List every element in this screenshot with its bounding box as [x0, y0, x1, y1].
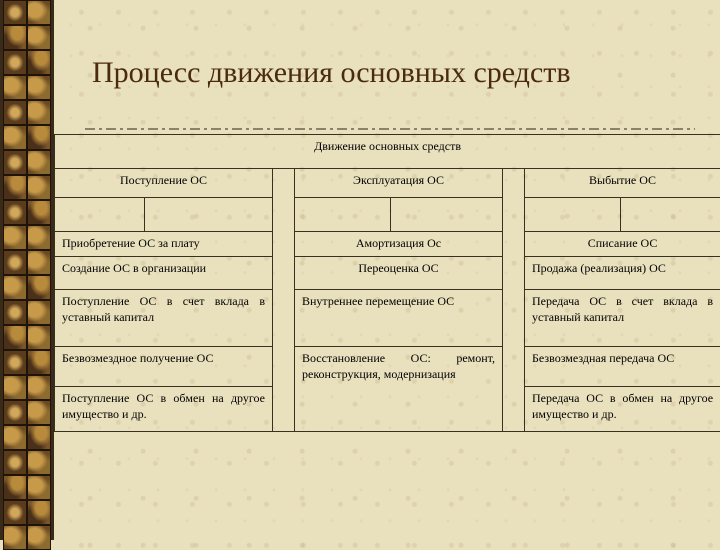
strip-tile — [3, 500, 27, 525]
strip-tile — [3, 0, 27, 25]
strip-tile — [27, 200, 51, 225]
disposal-item: Безвозмездная передача ОС — [525, 347, 720, 387]
strip-tile — [27, 75, 51, 100]
strip-tile — [3, 150, 27, 175]
strip-tile — [27, 500, 51, 525]
strip-tile — [27, 125, 51, 150]
column-receipt: Поступление ОС — [55, 169, 273, 198]
empty-cell — [295, 198, 391, 232]
column-operation: Эксплуатация ОС — [295, 169, 503, 198]
strip-tile — [27, 475, 51, 500]
strip-tile — [3, 225, 27, 250]
strip-tile — [27, 425, 51, 450]
strip-tile — [3, 125, 27, 150]
strip-tile — [3, 450, 27, 475]
strip-tile — [27, 150, 51, 175]
strip-tile — [27, 400, 51, 425]
operation-item: Внутреннее перемещение ОС — [295, 290, 503, 347]
receipt-item: Создание ОС в организации — [55, 257, 273, 290]
gap-column — [503, 169, 525, 432]
gap-column — [273, 169, 295, 432]
strip-tile — [27, 300, 51, 325]
strip-tile — [27, 450, 51, 475]
operation-item: Амортизация Ос — [295, 232, 503, 257]
receipt-item: Поступление ОС в обмен на другое имущество и др. — [55, 387, 273, 432]
empty-cell — [145, 198, 273, 232]
strip-tile — [3, 475, 27, 500]
strip-tile — [27, 375, 51, 400]
strip-tile — [27, 0, 51, 25]
table-header: Движение основных средств — [55, 135, 720, 169]
strip-tile — [27, 525, 51, 550]
strip-tile — [27, 25, 51, 50]
strip-tile — [27, 175, 51, 200]
empty-cell — [55, 198, 145, 232]
slide-title: Процесс движения основных средств — [92, 56, 571, 90]
receipt-item: Безвозмездное получение ОС — [55, 347, 273, 387]
strip-tile — [27, 225, 51, 250]
column-disposal: Выбытие ОС — [525, 169, 720, 198]
disposal-item: Списание ОС — [525, 232, 720, 257]
dashed-divider — [85, 127, 695, 131]
strip-tile — [27, 50, 51, 75]
operation-item: Восстановление ОС: ремонт, реконструкция, модернизация — [295, 347, 503, 432]
strip-tile — [3, 275, 27, 300]
strip-tile — [3, 25, 27, 50]
strip-tile — [3, 175, 27, 200]
strip-tile — [27, 350, 51, 375]
strip-tile — [3, 50, 27, 75]
strip-tile — [3, 325, 27, 350]
disposal-item: Продажа (реализация) ОС — [525, 257, 720, 290]
empty-cell — [391, 198, 503, 232]
strip-tile — [3, 425, 27, 450]
fixed-assets-table — [54, 134, 720, 432]
disposal-item: Передача ОС в счет вклада в уставный капитал — [525, 290, 720, 347]
strip-tile — [3, 200, 27, 225]
strip-tile — [3, 525, 27, 550]
strip-tile — [27, 100, 51, 125]
strip-tile — [3, 350, 27, 375]
strip-tile — [3, 375, 27, 400]
strip-tile — [3, 75, 27, 100]
strip-tile — [27, 250, 51, 275]
strip-tile — [3, 250, 27, 275]
disposal-item: Передача ОС в обмен на другое имущество и др. — [525, 387, 720, 432]
strip-tile — [27, 325, 51, 350]
receipt-item: Приобретение ОС за плату — [55, 232, 273, 257]
strip-tile — [3, 400, 27, 425]
receipt-item: Поступление ОС в счет вклада в уставный капитал — [55, 290, 273, 347]
decorative-strip — [0, 0, 54, 540]
empty-cell — [525, 198, 621, 232]
strip-tile — [27, 275, 51, 300]
operation-item: Переоценка ОС — [295, 257, 503, 290]
strip-tiles — [3, 0, 51, 540]
strip-tile — [3, 300, 27, 325]
empty-cell — [621, 198, 720, 232]
strip-tile — [3, 100, 27, 125]
